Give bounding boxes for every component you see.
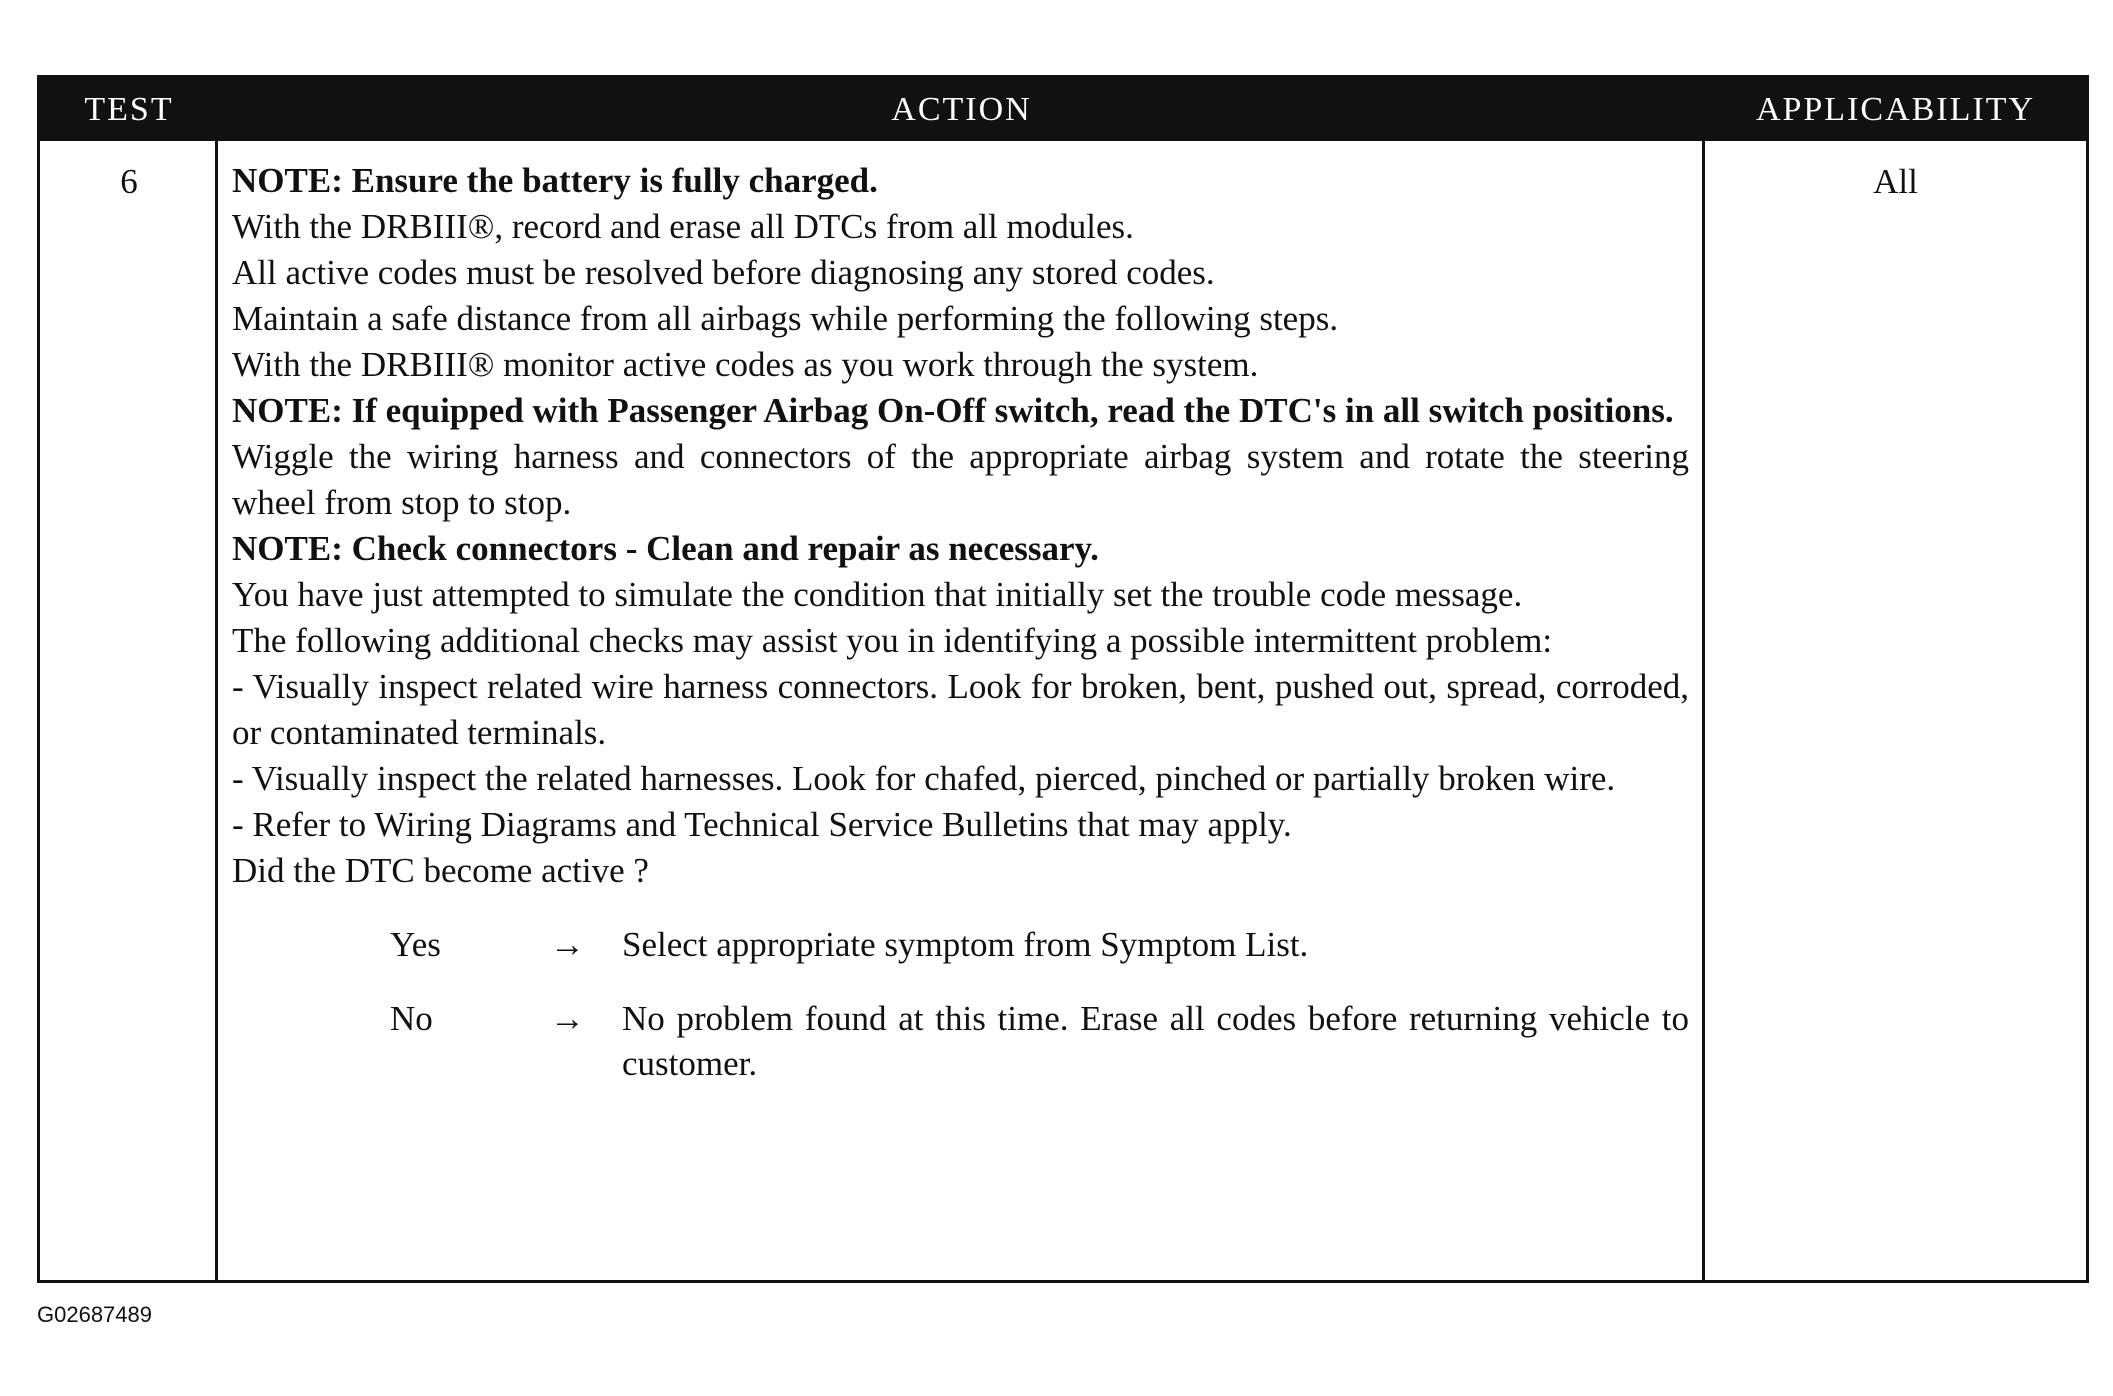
action-line: With the DRBIII®, record and erase all DTCs from all modules. [232, 207, 1134, 246]
action-line: NOTE: Check connectors - Clean and repair as necessary. [232, 529, 1099, 568]
figure-id: G02687489 [37, 1302, 152, 1327]
header-action: ACTION [891, 91, 1032, 128]
answer-no [232, 996, 1689, 1086]
action-line: NOTE: If equipped with Passenger Airbag On-Off switch, read the DTC's in all switch positions. [232, 391, 1674, 430]
diagnostic-table [37, 75, 2089, 1283]
answer-list [232, 922, 1689, 1086]
action-line: The following additional checks may assist you in identifying a possible intermittent problem: [232, 621, 1553, 660]
action-line: All active codes must be resolved before diagnosing any stored codes. [232, 253, 1215, 292]
action-line: You have just attempted to simulate the condition that initially set the trouble code message. [232, 575, 1523, 614]
answer-result: No problem found at this time. Erase all codes before returning vehicle to customer. [622, 999, 1689, 1083]
action-line: - Visually inspect related wire harness connectors. Look for broken, bent, pushed out, spread, corroded, or contaminated terminals. [232, 667, 1689, 752]
action-line: - Visually inspect the related harnesses. Look for chafed, pierced, pinched or partially broken wire. [232, 759, 1616, 798]
action-lines [232, 158, 1689, 894]
header-applicability: APPLICABILITY [1755, 91, 2036, 128]
table-header [40, 78, 2086, 141]
column-divider [215, 141, 218, 1280]
column-divider [1702, 141, 1705, 1280]
action-line: Maintain a safe distance from all airbags while performing the following steps. [232, 299, 1339, 338]
arrow-right-icon: → [550, 999, 585, 1038]
action-cell [232, 158, 1689, 1115]
answer-yes [232, 922, 1689, 967]
header-test: TEST [84, 91, 174, 128]
applicability-value: All [1873, 162, 1918, 201]
answer-result: Select appropriate symptom from Symptom List. [622, 925, 1309, 964]
action-line: NOTE: Ensure the battery is fully charged. [232, 161, 878, 200]
action-line: Wiggle the wiring harness and connectors of the appropriate airbag system and rotate the steering wheel from stop to stop. [232, 437, 1689, 522]
answer-label: No [390, 999, 433, 1038]
arrow-right-icon: → [550, 925, 585, 964]
action-line: With the DRBIII® monitor active codes as you work through the system. [232, 345, 1259, 384]
action-line: Did the DTC become active ? [232, 851, 649, 890]
answer-label: Yes [390, 925, 441, 964]
test-number: 6 [120, 162, 138, 201]
action-line: - Refer to Wiring Diagrams and Technical Service Bulletins that may apply. [232, 805, 1292, 844]
